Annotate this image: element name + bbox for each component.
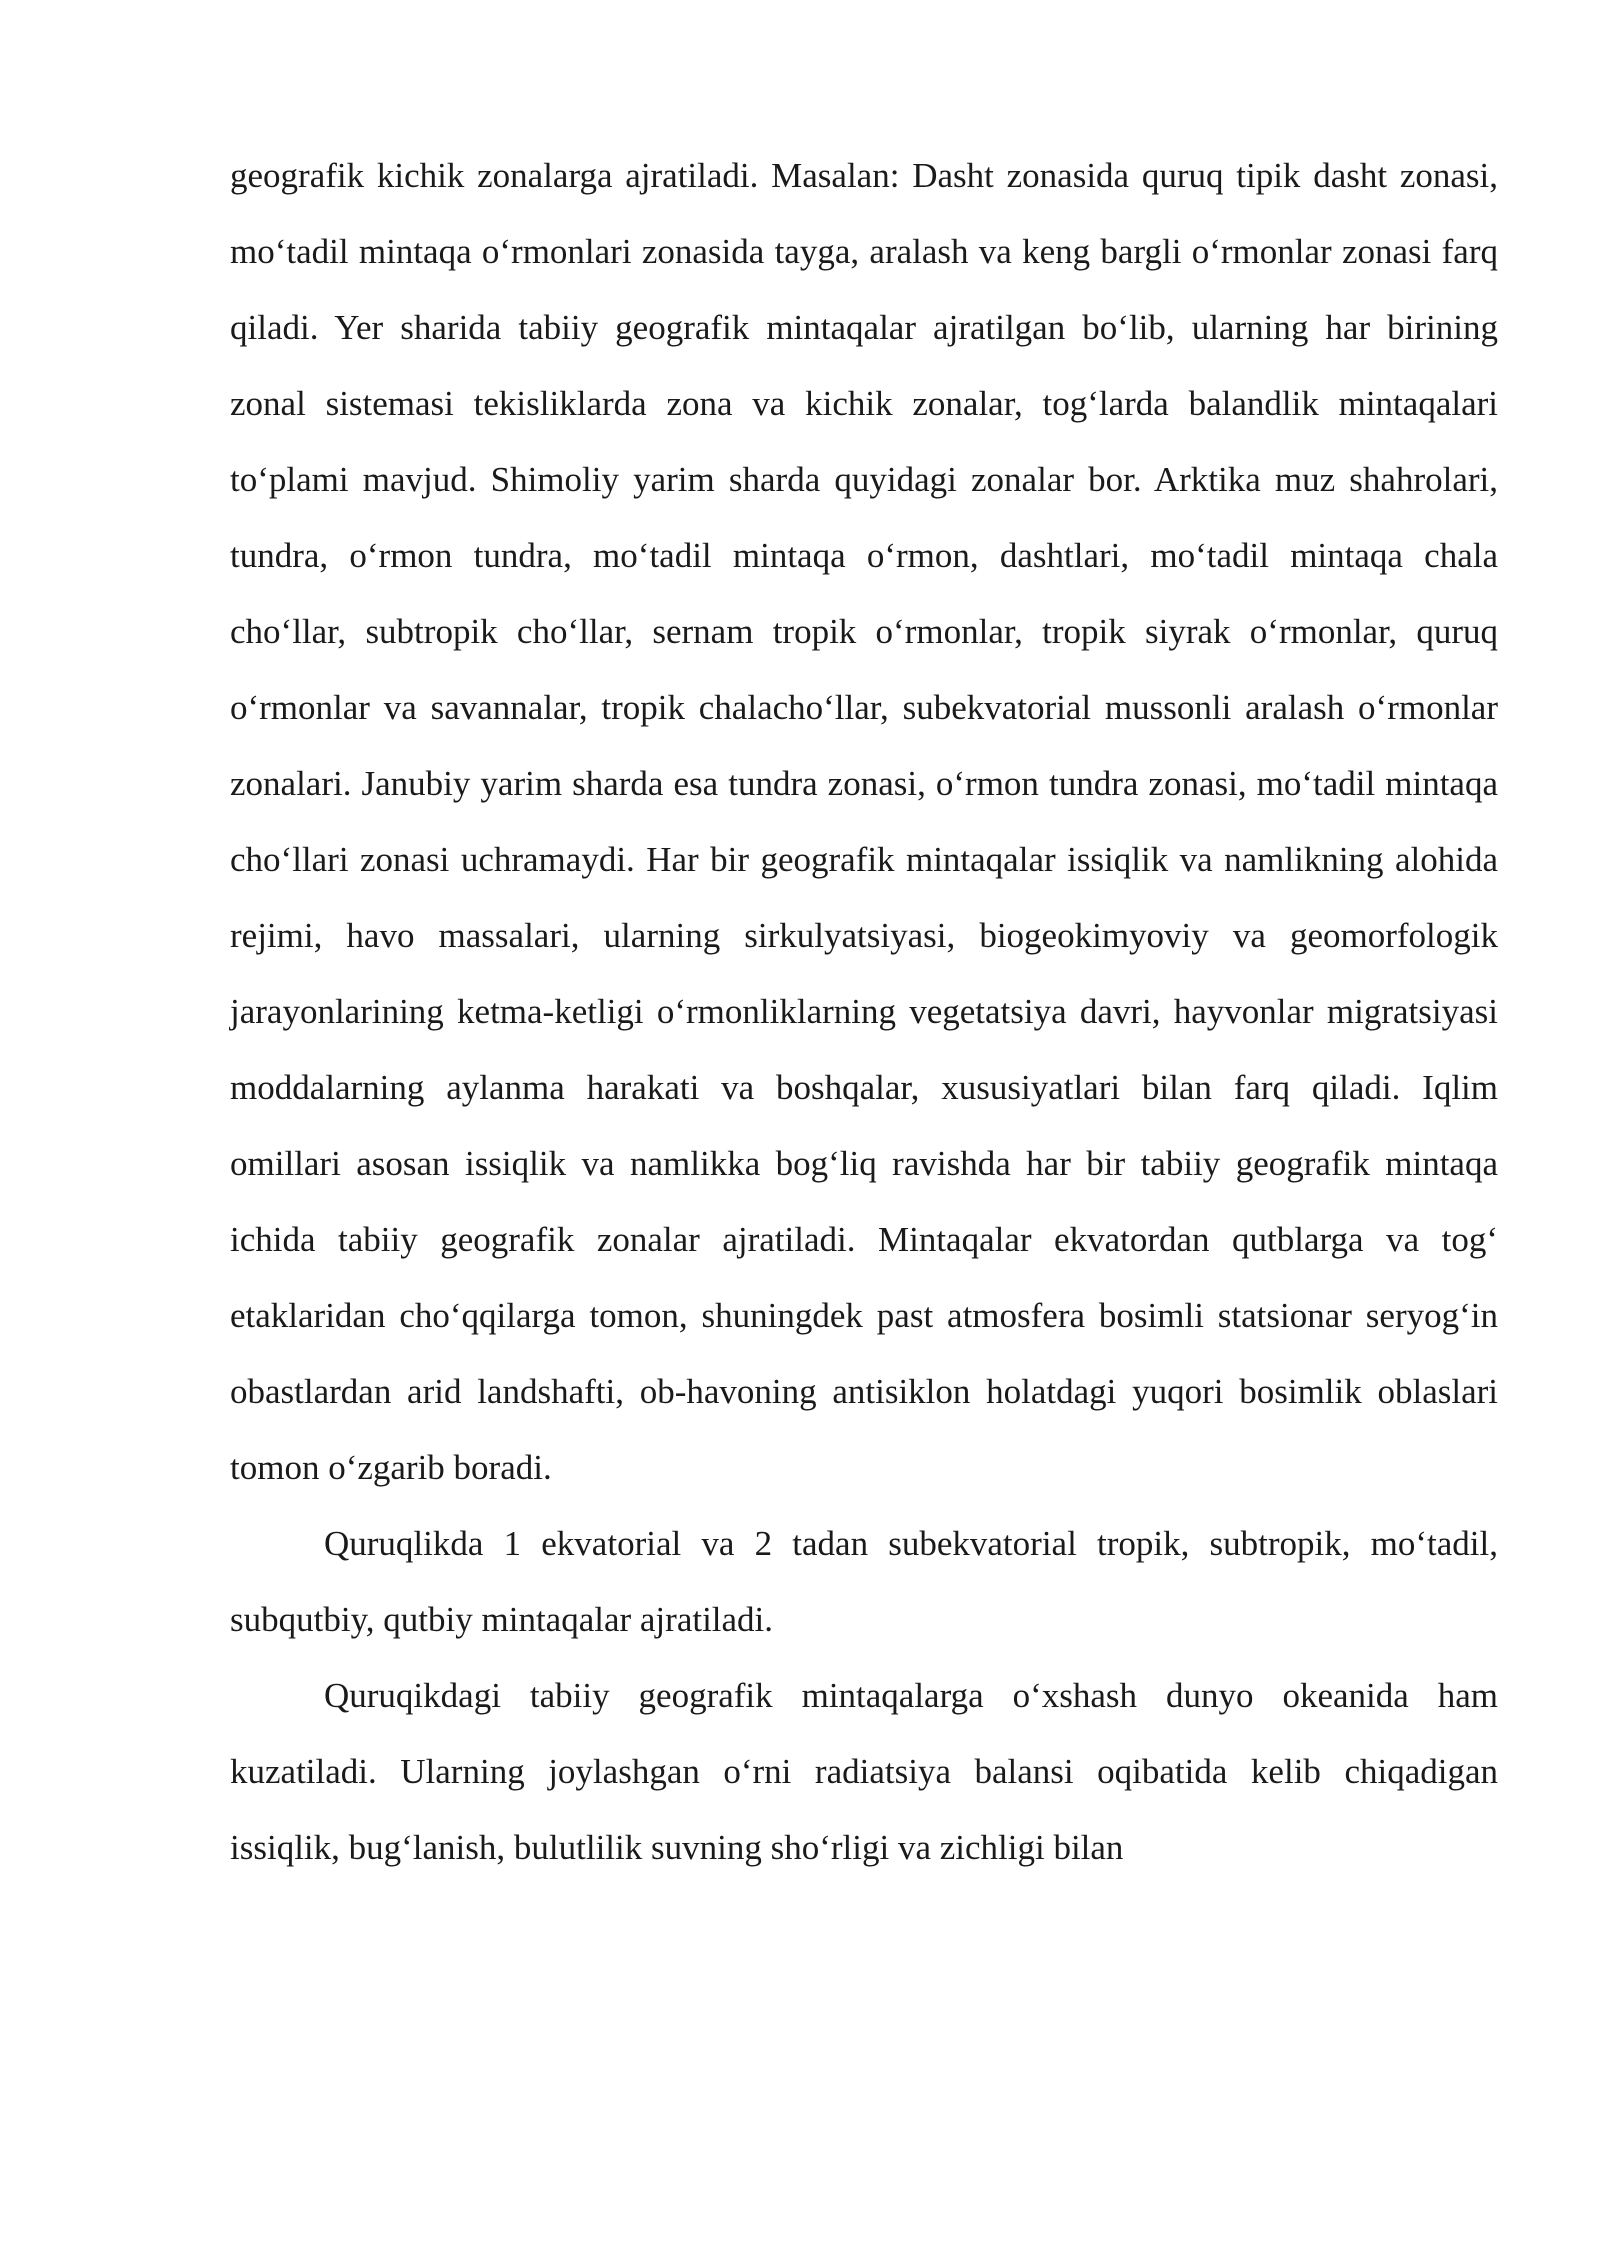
- paragraph-land-zones: Quruqlikda 1 ekvatorial va 2 tadan subekvatorial tropik, subtropik, mo‘tadil, subqutbiy, qutbiy mintaqalar ajratiladi.: [230, 1524, 1498, 1639]
- paragraph-ocean-zones: Quruqikdagi tabiiy geografik mintaqalarga o‘xshash dunyo okeanida ham kuzatiladi. Ularning joylashgan o‘rni radiatsiya balansi oqibatida kelib chiqadigan issiqlik, bug‘lanish, bulutlilik suvning sho‘rligi va zichligi bilan: [230, 1676, 1498, 1867]
- body-text: [230, 138, 1498, 1886]
- paragraph-continuation: geografik kichik zonalarga ajratiladi. Masalan: Dasht zonasida quruq tipik dasht zonasi, mo‘tadil mintaqa o‘rmonlari zonasida tayga, aralash va keng bargli o‘rmonlar zonasi farq qiladi. Yer sharida tabiiy geografik mintaqalar ajratilgan bo‘lib, ularning har birining zonal sistemasi tekisliklarda zona va kichik zonalar, tog‘larda balandlik mintaqalari to‘plami mavjud. Shimoliy yarim sharda quyidagi zonalar bor. Arktika muz shahrolari, tundra, o‘rmon tundra, mo‘tadil mintaqa o‘rmon, dashtlari, mo‘tadil mintaqa chala cho‘llar, subtropik cho‘llar, sernam tropik o‘rmonlar, tropik siyrak o‘rmonlar, quruq o‘rmonlar va savannalar, tropik chalacho‘llar, subekvatorial mussonli aralash o‘rmonlar zonalari. Janubiy yarim sharda esa tundra zonasi, o‘rmon tundra zonasi, mo‘tadil mintaqa cho‘llari zonasi uchramaydi. Har bir geografik mintaqalar issiqlik va namlikning alohida rejimi, havo massalari, ularning sirkulyatsiyasi, biogeokimyoviy va geomorfologik jarayonlarining ketma-ketligi o‘rmonliklarning vegetatsiya davri, hayvonlar migratsiyasi moddalarning aylanma harakati va boshqalar, xususiyatlari bilan farq qiladi. Iqlim omillari asosan issiqlik va namlikka bog‘liq ravishda har bir tabiiy geografik mintaqa ichida tabiiy geografik zonalar ajratiladi. Mintaqalar ekvatordan qutblarga va tog‘ etaklaridan cho‘qqilarga tomon, shuningdek past atmosfera bosimli statsionar seryog‘in obastlardan arid landshafti, ob-havoning antisiklon holatdagi yuqori bosimlik oblaslari tomon o‘zgarib boradi.: [230, 156, 1498, 1487]
